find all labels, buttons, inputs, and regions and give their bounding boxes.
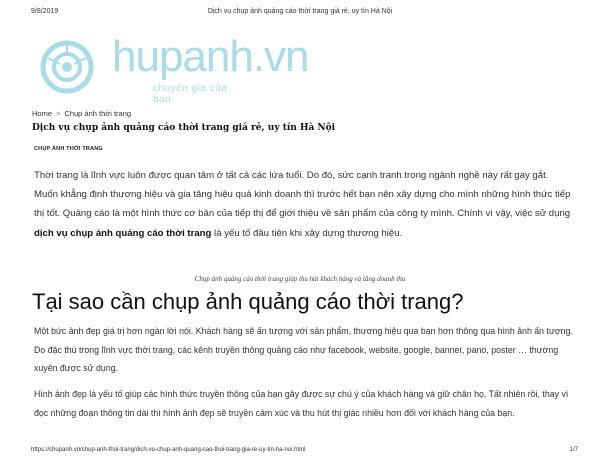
print-url: https://chupanh.vn/chup-anh-thoi-trang/dich-vu-chup-anh-quang-cao-thoi-trang-gia-re-uy-tin-ha-noi.html bbox=[31, 447, 306, 453]
breadcrumb-category[interactable]: Chụp ảnh thời trang bbox=[64, 109, 132, 118]
post-title: Dịch vụ chụp ảnh quảng cáo thời trang giá rẻ, uy tín Hà Nội bbox=[32, 123, 336, 133]
intro-text-1: Thời trang là lĩnh vực luôn được quan tâm ở tất cả các lứa tuổi. Do đó, sức cạnh tranh trong ngành nghề này rất gay gắt. Muốn khẳng định thương hiệu và gia tăng hiệu quả kinh doanh thì trước hết bạn nên xây dựng cho mình những hình thức tiếp thị tốt. Quảng cáo là một hình thức cơ bản của tiếp thị để giới thiệu về sản phẩm của công ty mình. Chính vì vậy, việc sử dụng bbox=[34, 170, 571, 220]
section-heading: Tại sao cần chụp ảnh quảng cáo thời trang? bbox=[32, 289, 464, 314]
print-page-title: Dịch vụ chụp ảnh quảng cáo thời trang giá rẻ, uy tín Hà Nội bbox=[207, 8, 393, 15]
body-paragraph-2: Hình ảnh đẹp là yếu tố giúp các hình thức truyền thông của bạn gây được sự chú ý của khách hàng và giữ chân họ. Tất nhiên rồi, thay vì đọc những đoạn thông tin dài thì hình ảnh đẹp sẽ truyền cảm xúc và thu hút thị giác nhiều hơn đối với khách hàng của bạn. bbox=[34, 389, 569, 418]
intro-text-2: là yếu tố đầu tiên khi xây dựng thương hiệu. bbox=[211, 227, 403, 239]
breadcrumb-separator: > bbox=[56, 109, 61, 118]
breadcrumb bbox=[32, 109, 131, 118]
body-paragraph-1: Một bức ảnh đẹp giá trị hơn ngàn lời nói. Khách hàng sẽ ấn tượng với sản phẩm, thương hiệu qua bạn hơn thông qua hình ảnh ấn tượng. Do đặc thù trong lĩnh vực thời trang, các kênh truyền thông quảng cáo như facebook, website, google, banner, pano, poster … thường xuyên được sử dụng. bbox=[34, 326, 573, 373]
category-tag[interactable]: CHỤP ẢNH THỜI TRANG bbox=[34, 146, 103, 152]
logo-wordmark: hupanh.vn bbox=[112, 32, 309, 81]
print-date: 9/8/2019 bbox=[31, 8, 59, 15]
logo-tagline: chuyên gia của bạn bbox=[153, 83, 228, 105]
site-logo[interactable] bbox=[40, 32, 309, 105]
image-caption: Chụp ảnh quảng cáo thời trang giúp thu hút khách hàng và tăng doanh thu bbox=[194, 275, 406, 283]
print-page-number: 1/7 bbox=[569, 447, 578, 453]
camera-lens-icon bbox=[40, 40, 94, 94]
breadcrumb-home[interactable]: Home bbox=[32, 109, 53, 118]
intro-bold-link[interactable]: dịch vụ chụp ảnh quảng cáo thời trang bbox=[34, 227, 212, 239]
intro-paragraph bbox=[34, 166, 574, 243]
